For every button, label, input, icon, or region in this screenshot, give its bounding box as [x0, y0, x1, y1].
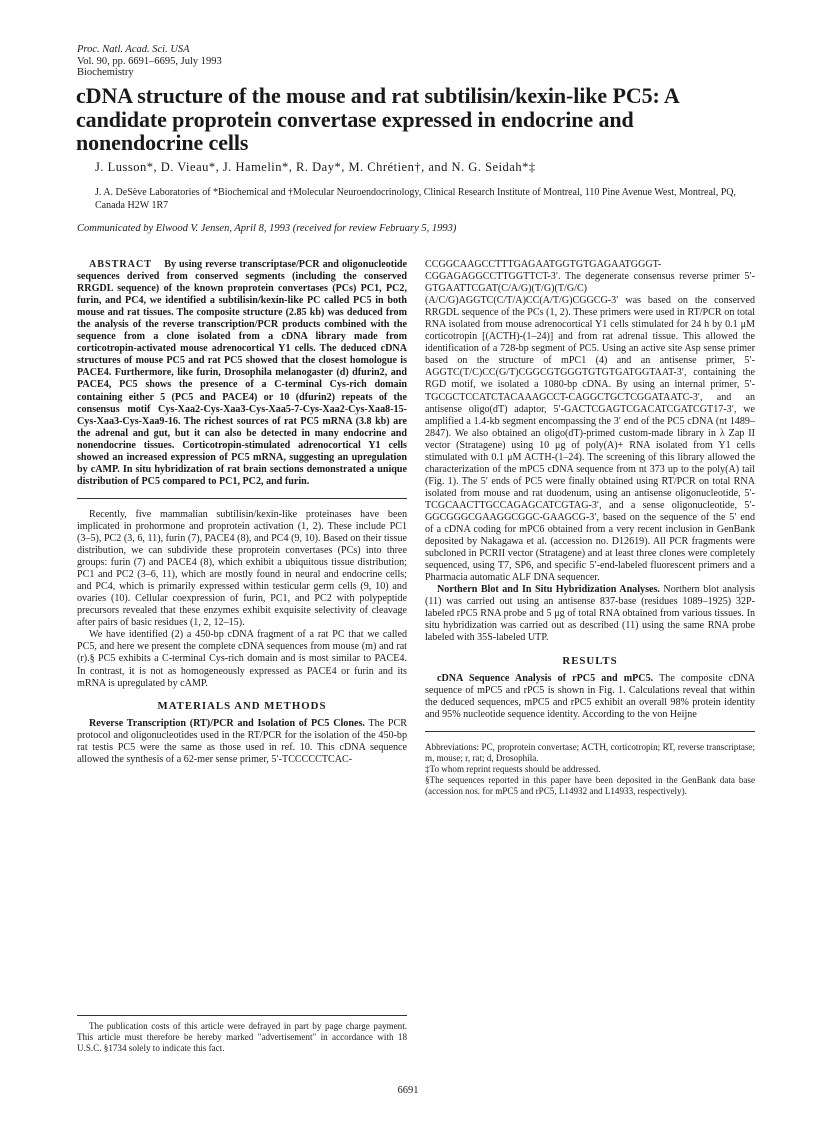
author-list: J. Lusson*, D. Vieau*, J. Hamelin*, R. Day*, M. Chrétien†, and N. G. Seidah*‡	[95, 160, 536, 174]
footnote-reprint: ‡To whom reprint requests should be addressed.	[425, 763, 601, 774]
journal-section: Biochemistry	[77, 67, 134, 78]
article-title: cDNA structure of the mouse and rat subtilisin/kexin-like PC5: A candidate proprotein convertase expressed in endocrine and nonendocrine cells	[76, 83, 679, 155]
northern-text: Northern blot analysis (11) was carried out using an antisense 837-base (residues 1089–1925) 32P-labeled rPC5 RNA probe and 5 μg of total RNA obtained from various tissues. In situ hybridization was carried out as described (11) using the same RNA probe labeled with 35S-labeled UTP.	[425, 584, 755, 644]
methods-heading: MATERIALS AND METHODS	[157, 699, 327, 712]
publication-costs-text: The publication costs of this article were defrayed in part by page charge payment. This article must therefore be hereby marked "advertisement" in accordance with 18 U.S.C. §1734 solely to indicate this fact.	[77, 1021, 407, 1053]
journal-header	[77, 44, 222, 79]
methods-continued: CCGGCAAGCCTTTGAGAATGGTGTGAGAATGGGT-CGGAGAGGCCTTGGTTCT-3′. The degenerate consensus reverse primer 5′-GTGAATTCGAT(C/A/G)(T/G)(T/G/C)(A/C/G)AGGTC(C/T/A)CC(A/T/G)CGGCG-3′ was based on the conserved RRGDL sequence of the PCs (1, 2). These primers were used in RT/PCR on total RNA isolated from mouse adrenocortical Y1 cells stimulated for 24 h by 0.1 μM corticotropin [(ACTH)-(1–24)] and from rat adrenal tissue. This allowed the identification of a 728-bp segment of PC5. Using an active site Asp sense primer based on the structure of mPC1 (4) and an antisense primer, 5′-AGGTC(T/C)CC(G/T)CGGCGTGGGTGTGTGATGGTAAT-3′, containing the RGD motif, we isolated a 1080-bp cDNA. By using an internal primer, 5′-TGCGCTCCATCTACAAAGCCT-CAGGCTGCTCGGATAATC-3′, and an antisense oligo(dT) adaptor, 5′-GACTCGAGTCGACATCGATCGT17-3′, we amplified a 1.4-kb segment encompassing the 3′ end of the PC5 cDNA (nt 1489–2847). We also obtained an oligo(dT)-primed custom-made library in λ Zap II vector (Stratagene) using 10 μg of poly(A)+ RNA isolated from Y1 cells stimulated with 0.1 μM ACTH-(1–24). The screening of this library allowed the characterization of the mPC5 cDNA sequence from nt 373 up to the poly(A) tail (Fig. 1). The 5′ ends of PC5 were finally obtained using RT/PCR on total RNA isolated from mouse and rat duodenum, using an antisense oligonucleotide, 5′-TCGCAACTTGCCAGAGCATCGTAG-3′, and a sense oligonucleotide, 5′-GGCGGGCGAAGGCGGC-GAAGCG-3′, based on the sequence of the 5′ end of a cDNA coding for mPC6 obtained from a very recent inclusion in GenBank deposited by Nakagawa et al. (accession no. D12619). All PCR fragments were subcloned in PCRII vector (Stratagene) and at least three clones were completely sequenced, using T7, SP6, and specific 5′-end-labeled fluorescent primers and a Pharmacia automatic ALF DNA sequencer.	[425, 259, 755, 584]
affiliation: J. A. DeSève Laboratories of *Biochemical and †Molecular Neuroendocrinology, Clinical Research Institute of Montreal, 110 Pine Avenue West, Montreal, PQ, Canada H2W 1R7	[95, 187, 736, 211]
journal-name: Proc. Natl. Acad. Sci. USA	[77, 44, 190, 55]
left-column	[77, 259, 407, 766]
results-text: The composite cDNA sequence of mPC5 and rPC5 is shown in Fig. 1. Calculations reveal that within the deduced sequences, mPC5 and rPC5 exhibit an overall 98% protein identity and 95% nucleotide sequence identity. According to the von Heijne	[425, 672, 755, 720]
right-column	[425, 259, 755, 797]
journal-volume: Vol. 90, pp. 6691–6695, July 1993	[77, 55, 222, 67]
northern-paragraph	[425, 584, 755, 644]
costs-divider	[77, 1015, 407, 1016]
methods-subheading: Reverse Transcription (RT)/PCR and Isolation of PC5 Clones.	[89, 717, 365, 729]
results-heading: RESULTS	[562, 654, 618, 667]
footnotes	[425, 742, 755, 797]
methods-left-text: The PCR protocol and oligonucleotides used in the RT/PCR for the isolation of the 450-bp rat testis PC5 were the same as those used in ref. 10. This cDNA sequence allowed the synthesis of a 62-mer sense primer, 5′-TCCCCCTCAC-	[77, 717, 408, 765]
abstract-divider	[77, 498, 407, 499]
results-subheading: cDNA Sequence Analysis of rPC5 and mPC5.	[437, 672, 654, 684]
northern-subheading: Northern Blot and In Situ Hybridization Analyses.	[437, 584, 660, 596]
communicated-line: Communicated by Elwood V. Jensen, April 8, 1993 (received for review February 5, 1993)	[77, 223, 457, 234]
abstract-text: By using reverse transcriptase/PCR and oligonucleotide sequences derived from conserved segments (including the conserved RRGDL sequence) of the known proprotein convertases (PCs) PC1, PC2, furin, and PC4, we identified a subtilisin/kexin-like PC called PC5 in both mouse and rat tissues. The composite structure (2.85 kb) was deduced from the analysis of the reverse transcription/PCR products combined with the sequence from a clone isolated from a cDNA library made from corticotropin-activated mouse adrenocortical Y1 cells. The deduced cDNA structures of mouse PC5 and rat PC5 showed that the closest homologue is PACE4. Furthermore, like furin, Drosophila melanogaster (d) dfurin2, and PACE4, PC5 shows the presence of a C-terminal Cys-rich domain containing either 5 (PC5 and PACE4) or 10 (dfurin2) repeats of the consensus motif Cys-Xaa2-Cys-Xaa3-Cys-Xaa5-7-Cys-Xaa2-Cys-Xaa8-15-Cys-Xaa3-Cys-Xaa9-16. The richest sources of rat PC5 mRNA (3.8 kb) are the adrenal and gut, but it can also be detected in many endocrine and nonendocrine tissues. Corticotropin-stimulated adrenocortical Y1 cells showed an increased expression of PC5 mRNA, suggesting an upregulation by cAMP. In situ hybridization of rat brain sections demonstrated a unique distribution of PC5 compared to PC1, PC2, and furin.	[77, 259, 408, 487]
results-paragraph	[425, 673, 755, 721]
methods-paragraph	[77, 718, 407, 766]
abstract	[77, 259, 407, 488]
intro-paragraph-2: We have identified (2) a 450-bp cDNA fragment of a rat PC that we called PC5, and here we present the complete cDNA sequences from mouse (m) and rat (r).§ PC5 exhibits a C-terminal Cys-rich domain and is most similar to PACE4. In contrast, it is not as homogeneously expressed as PACE4 or furin and its mRNA is upregulated by cAMP.	[77, 629, 407, 689]
abstract-label: ABSTRACT	[89, 259, 152, 270]
publication-costs-note	[77, 1015, 407, 1054]
footnote-divider	[425, 731, 755, 732]
intro-paragraph-1: Recently, five mammalian subtilisin/kexin-like proteinases have been implicated in prohormone and proprotein activation (1, 2). These include PC1 (3–5), PC2 (3, 6, 11), furin (7), PACE4 (8), and PC4 (9, 10). Based on their tissue distribution, we can subdivide these proprotein convertases (PCs) into three groups: furin (7) and PACE4 (8), which exhibit a ubiquitous tissue distribution; PC1 and PC2 (3–6, 11), which are mostly found in neural and endocrine cells; and PC4, which is primarily expressed within testicular germ cells (9, 10) and ovaries (10). Cellular coexpression of furin, PC1, and PC2 with polypeptide precursors revealed that these enzymes exhibit exquisite selectivity of cleavage after pairs of basic residues (1, 2, 12–15).	[77, 508, 407, 629]
page-number: 6691	[397, 1085, 419, 1096]
footnote-genbank: §The sequences reported in this paper have been deposited in the GenBank data base (accession nos. for mPC5 and rPC5, L14932 and L14933, respectively).	[425, 774, 755, 796]
footnote-abbreviations: Abbreviations: PC, proprotein convertase; ACTH, corticotropin; RT, reverse transcriptase; m, mouse; r, rat; d, Drosophila.	[425, 741, 755, 763]
